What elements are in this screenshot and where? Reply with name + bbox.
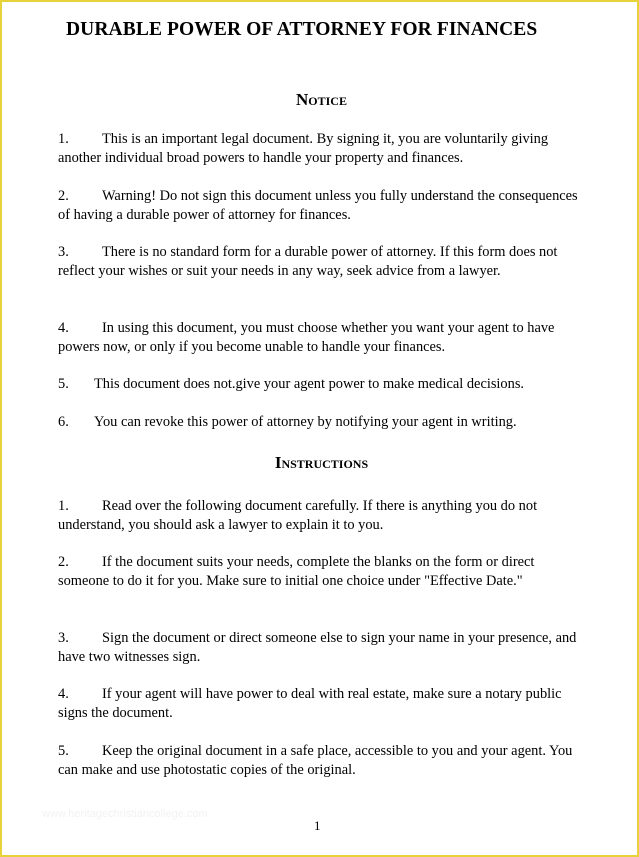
item-number: 5. <box>58 743 69 759</box>
instructions-item-4 <box>58 685 586 724</box>
item-number: 5. <box>58 376 69 392</box>
item-text: There is no standard form for a durable power of attorney. If this form does not reflect your wishes or suit your needs in any way, seek advice from a lawyer. <box>58 244 558 280</box>
notice-item-1 <box>58 130 586 169</box>
item-text: If your agent will have power to deal with real estate, make sure a notary public signs the document. <box>58 686 562 722</box>
item-number: 2. <box>58 554 69 570</box>
notice-item-6 <box>58 413 586 432</box>
instructions-item-5 <box>58 742 586 781</box>
item-text: If the document suits your needs, complete the blanks on the form or direct someone to do it for you. Make sure to initial one choice under "Effective Date." <box>58 554 535 590</box>
instructions-item-1 <box>58 497 586 536</box>
notice-item-2 <box>58 187 586 226</box>
item-text: You can revoke this power of attorney by notifying your agent in writing. <box>94 414 517 430</box>
item-number: 1. <box>58 131 69 147</box>
item-number: 4. <box>58 686 69 702</box>
item-number: 1. <box>58 498 69 514</box>
item-text: Warning! Do not sign this document unless you fully understand the consequences of having a durable power of attorney for finances. <box>58 188 578 224</box>
item-text: This document does not.give your agent power to make medical decisions. <box>94 376 525 392</box>
item-number: 4. <box>58 320 69 336</box>
item-number: 3. <box>58 630 69 646</box>
item-number: 2. <box>58 188 69 204</box>
item-number: 3. <box>58 244 69 260</box>
item-text: This is an important legal document. By signing it, you are voluntarily giving another individual broad powers to handle your property and finances. <box>58 131 549 167</box>
item-text: Keep the original document in a safe place, accessible to you and your agent. You can make and use photostatic copies of the original. <box>58 743 573 779</box>
item-text: In using this document, you must choose whether you want your agent to have powers now, or only if you become unable to handle your finances. <box>58 320 555 356</box>
notice-item-5 <box>58 375 586 394</box>
notice-item-3 <box>58 243 586 282</box>
page-title: DURABLE POWER OF ATTORNEY FOR FINANCES <box>66 19 538 40</box>
item-text: Sign the document or direct someone else to sign your name in your presence, and have two witnesses sign. <box>58 630 577 666</box>
instructions-item-3 <box>58 629 586 668</box>
instructions-heading: Instructions <box>274 453 369 472</box>
watermark: www.heritagechristiancollege.com <box>42 808 208 820</box>
notice-heading: Notice <box>296 90 347 109</box>
notice-item-4 <box>58 319 586 358</box>
page-number: 1 <box>314 818 321 833</box>
item-text: Read over the following document carefully. If there is anything you do not understand, you should ask a lawyer to explain it to you. <box>58 498 538 534</box>
item-number: 6. <box>58 414 69 430</box>
instructions-item-2 <box>58 553 586 592</box>
